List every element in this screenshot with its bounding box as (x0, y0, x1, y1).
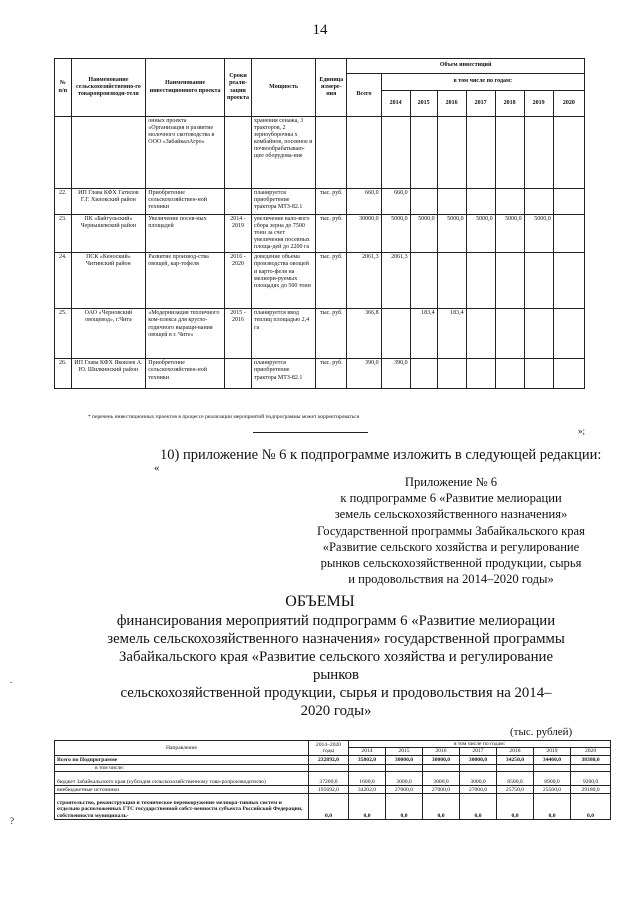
table-row (55, 755, 611, 764)
year-header: 2017 (466, 91, 495, 117)
table-row (55, 772, 611, 786)
cell-total: 660,0 (347, 189, 381, 215)
cell-project: Развитие производ-ства овощей, кар-тофеля (146, 253, 225, 309)
cell-year-value (466, 253, 495, 309)
cell-year-value: 0,0 (571, 794, 611, 820)
cell-producer (71, 117, 146, 189)
cell-producer: ОАО «Черновский овощевод», г.Чита (71, 309, 146, 359)
cell-year-value: 3000,0 (423, 772, 460, 786)
year-header: 2017 (460, 748, 497, 755)
cell-num: 22. (55, 189, 72, 215)
year-header: 2016 (437, 91, 466, 117)
year-header: 2018 (497, 748, 534, 755)
cell-year-value (381, 117, 410, 189)
cell-year-value (410, 189, 437, 215)
table-row (55, 189, 585, 215)
cell-year-value: 1600,0 (349, 772, 386, 786)
table-row (55, 786, 611, 794)
cell-num: 26. (55, 359, 72, 389)
cell-num: 24. (55, 253, 72, 309)
cell-direction: строительство, реконструкция и техническое перевооружение мелиора-тивных систем и отдельно расположенных ГТС государственной собст-венности субъекта Российской Федерации, собственности муниципаль- (55, 794, 309, 820)
direction-header: Направление (55, 741, 309, 756)
table-row (55, 764, 611, 771)
cell-year-value (437, 253, 466, 309)
cell-producer: ИП Глава КФХ Яковлев А. Ю. Шилкинский район (71, 359, 146, 389)
table-row (55, 117, 585, 189)
cell-year-value: 183,4 (437, 309, 466, 359)
cell-total: 0,0 (309, 794, 349, 820)
volumes-subtitle-line: земель сельскохозяйственного назначения» государственной программы (107, 631, 565, 647)
period-header: 2014–2020 годы (309, 741, 349, 756)
col-unit-header: Единица измере-ния (316, 59, 347, 117)
cell-year-value: 5000,0 (410, 215, 437, 253)
cell-capacity: увеличение вало-вого сбора зерна до 7500 тонн за счет увеличения посевных площа-дей до 2200 га (251, 215, 315, 253)
cell-year-value: 25560,0 (534, 786, 571, 794)
cell-total: 30000,0 (347, 215, 381, 253)
opening-quote: « (154, 462, 160, 474)
cell-unit: тыс. руб. (316, 309, 347, 359)
cell-producer: ПК «Байгульский» Чернышевский район (71, 215, 146, 253)
cell-unit: тыс. руб. (316, 359, 347, 389)
cell-period (225, 359, 252, 389)
cell-year-value (410, 117, 437, 189)
cell-year-value: 8500,0 (497, 772, 534, 786)
cell-year-value: 0,0 (460, 794, 497, 820)
cell-total (309, 764, 349, 771)
cell-year-value (524, 253, 553, 309)
cell-year-value (460, 764, 497, 771)
cell-year-value (386, 764, 423, 771)
cell-unit: тыс. руб. (316, 215, 347, 253)
cell-year-value: 30000,0 (386, 755, 423, 764)
cell-capacity: хранения сенажа, 3 тракторов, 2 зерноуборочны х комбайнов, посевное и почвообрабатываю-щее оборудова-ние (251, 117, 315, 189)
cell-year-value (553, 215, 584, 253)
cell-direction: внебюджетные источники (55, 786, 309, 794)
cell-year-value: 35802,0 (349, 755, 386, 764)
cell-producer: ПСК «Кеноский» Читинский район (71, 253, 146, 309)
year-header: 2018 (495, 91, 524, 117)
cell-year-value: 8900,0 (534, 772, 571, 786)
cell-project: Приобретение сельскохозяйствен-ной техники (146, 359, 225, 389)
cell-producer: ИП Глава КФХ Гатилов Г.Г. Хилокский район (71, 189, 146, 215)
cell-year-value (524, 189, 553, 215)
cell-year-value (524, 359, 553, 389)
table-row (55, 359, 585, 389)
cell-year-value: 0,0 (423, 794, 460, 820)
cell-project: Приобретение сельскохозяйствен-ной техники (146, 189, 225, 215)
volumes-subtitle-line: Забайкальского края «Развитие сельского хозяйства и регулирование (118, 649, 554, 665)
col-years-header: в том числе по годам: (381, 74, 584, 91)
cell-year-value (423, 764, 460, 771)
cell-year-value (553, 359, 584, 389)
cell-year-value: 390,0 (381, 359, 410, 389)
cell-year-value: 25750,0 (497, 786, 534, 794)
cell-year-value: 30000,0 (423, 755, 460, 764)
cell-year-value (497, 764, 534, 771)
cell-year-value (553, 253, 584, 309)
cell-year-value: 27000,0 (423, 786, 460, 794)
cell-unit (316, 117, 347, 189)
col-period-header: Сроки реали-зации проекта (225, 59, 252, 117)
units-label: (тыс. рублей) (510, 726, 573, 738)
cell-year-value: 34202,0 (349, 786, 386, 794)
appendix-line: к подпрограмме 6 «Развитие мелиорации (340, 491, 562, 506)
year-header: 2014 (381, 91, 410, 117)
cell-year-value (495, 253, 524, 309)
volumes-subtitle-line: рынков (312, 667, 360, 683)
appendix-line: Приложение № 6 (404, 475, 498, 489)
year-header: 2015 (386, 748, 423, 755)
year-header: 2016 (423, 748, 460, 755)
cell-year-value: 0,0 (386, 794, 423, 820)
investment-projects-table (54, 58, 585, 389)
cell-year-value: 5000,0 (524, 215, 553, 253)
cell-total (347, 117, 381, 189)
cell-year-value: 29180,0 (571, 786, 611, 794)
cell-year-value (534, 764, 571, 771)
cell-num (55, 117, 72, 189)
year-header: 2019 (524, 91, 553, 117)
volumes-subtitle-line: сельскохозяйственной продукции, сырья и продовольствия на 2014– (120, 685, 552, 701)
year-header: 2015 (410, 91, 437, 117)
cell-year-value (553, 309, 584, 359)
cell-year-value (524, 309, 553, 359)
cell-period: 2015 - 2016 (225, 309, 252, 359)
cell-total: 366,8 (347, 309, 381, 359)
cell-year-value (410, 253, 437, 309)
appendix-line: Государственной программы Забайкальского края (317, 523, 585, 538)
cell-year-value: 0,0 (534, 794, 571, 820)
cell-year-value (381, 309, 410, 359)
cell-year-value: 5000,0 (381, 215, 410, 253)
cell-direction: Всего по Подпрограмме (55, 755, 309, 764)
cell-year-value: 38380,0 (571, 755, 611, 764)
table-row (55, 794, 611, 820)
cell-year-value: 9200,0 (571, 772, 611, 786)
cell-project: Увеличение посев-ных площадей (146, 215, 225, 253)
appendix-line: «Развитие сельского хозяйства и регулирование (322, 539, 580, 554)
table-footnote: * перечень инвестиционных проектов в процессе реализации мероприятий подпрограммы может корректироваться (88, 414, 360, 420)
volumes-title: ОБЪЕМЫ (285, 593, 355, 610)
cell-year-value (553, 117, 584, 189)
cell-year-value: 5000,0 (495, 215, 524, 253)
volumes-subtitle-line: финансирования мероприятий подпрограмм 6 «Развитие мелиорации (116, 613, 556, 629)
closing-quote-semicolon: »; (578, 426, 586, 436)
cell-year-value (495, 359, 524, 389)
cell-year-value (553, 189, 584, 215)
cell-year-value: 34250,0 (497, 755, 534, 764)
col-capacity-header: Мощность (251, 59, 315, 117)
cell-capacity: планируется ввод теплиц площадью 2,4 га (251, 309, 315, 359)
cell-year-value: 3000,0 (460, 772, 497, 786)
cell-year-value: 0,0 (349, 794, 386, 820)
col-volume-header: Объем инвестиций (347, 59, 585, 74)
years-group-header: в том числе по годам: (349, 741, 611, 748)
cell-year-value (437, 189, 466, 215)
cell-capacity: планируется приобретение трактора МТЗ-82.1 (251, 359, 315, 389)
cell-direction: в том числе: (55, 764, 309, 771)
year-header: 2014 (349, 748, 386, 755)
appendix-line: земель сельскохозяйственного назначения» (334, 507, 568, 522)
cell-year-value (466, 189, 495, 215)
cell-year-value: 5000,0 (466, 215, 495, 253)
cell-period: 2014 - 2019 (225, 215, 252, 253)
cell-project: онных проекта «Организация и развитие молочного скотоводства в ООО «ЗабайкалАгро» (146, 117, 225, 189)
cell-year-value: 660,0 (381, 189, 410, 215)
cell-capacity: планируется приобретение трактора МТЗ-82.1 (251, 189, 315, 215)
cell-total: 390,0 (347, 359, 381, 389)
table-row (55, 215, 585, 253)
year-header: 2020 (553, 91, 584, 117)
cell-project: «Модернизация тепличного ком-плекса для кругло-годичного выращи-вания овощей в г. Чите» (146, 309, 225, 359)
appendix-heading (286, 474, 616, 587)
page-number: 14 (312, 22, 328, 38)
cell-year-value (466, 359, 495, 389)
item-10-text: 10) приложение № 6 к подпрограмме изложить в следующей редакции: (160, 447, 602, 463)
footnote-divider (253, 432, 368, 433)
cell-year-value: 27000,0 (386, 786, 423, 794)
cell-year-value: 34460,0 (534, 755, 571, 764)
cell-total: 195692,0 (309, 786, 349, 794)
cell-year-value (437, 117, 466, 189)
appendix-line: и продовольствия на 2014–2020 годы» (348, 572, 554, 587)
cell-period (225, 189, 252, 215)
table-row (55, 309, 585, 359)
cell-year-value: 2061,3 (381, 253, 410, 309)
appendix-line: рынков сельскохозяйственной продукции, сырья (320, 556, 582, 571)
cell-year-value: 3000,0 (386, 772, 423, 786)
cell-period (225, 117, 252, 189)
cell-year-value: 0,0 (497, 794, 534, 820)
year-header: 2020 (571, 748, 611, 755)
cell-direction: бюджет Забайкальского края (субсидия сельскохозяйственному това-ропроизводителю) (55, 772, 309, 786)
cell-total: 37200,0 (309, 772, 349, 786)
cell-year-value (349, 764, 386, 771)
cell-num: 23. (55, 215, 72, 253)
cell-year-value (495, 189, 524, 215)
cell-year-value (524, 117, 553, 189)
margin-mark: ? (10, 816, 14, 826)
cell-period: 2016 - 2020 (225, 253, 252, 309)
cell-year-value (410, 359, 437, 389)
table-row (55, 253, 585, 309)
financing-table (54, 740, 611, 820)
cell-year-value (437, 359, 466, 389)
cell-num: 25. (55, 309, 72, 359)
cell-year-value (495, 309, 524, 359)
volumes-subtitle (96, 612, 576, 720)
cell-year-value (571, 764, 611, 771)
cell-unit: тыс. руб. (316, 189, 347, 215)
cell-total: 232892,0 (309, 755, 349, 764)
year-header: 2019 (534, 748, 571, 755)
cell-unit: тыс. руб. (316, 253, 347, 309)
cell-year-value: 5000,0 (437, 215, 466, 253)
cell-year-value: 183,4 (410, 309, 437, 359)
col-project-header: Наименование инвестиционного проекта (146, 59, 225, 117)
cell-year-value: 30000,0 (460, 755, 497, 764)
col-num-header: № п/п (55, 59, 72, 117)
cell-capacity: доведение объема производства овощей и карто-феля на мелиори-руемых площадях до 500 тонн (251, 253, 315, 309)
col-producer-header: Наименование сельскохозяйственно-го товаропроизводи-теля (71, 59, 146, 117)
cell-year-value (466, 309, 495, 359)
col-total-header: Всего (347, 74, 381, 117)
cell-year-value (466, 117, 495, 189)
volumes-subtitle-line: 2020 годы» (300, 703, 372, 719)
cell-total: 2061,3 (347, 253, 381, 309)
cell-year-value: 27000,0 (460, 786, 497, 794)
cell-year-value (495, 117, 524, 189)
margin-mark: . (10, 675, 13, 685)
